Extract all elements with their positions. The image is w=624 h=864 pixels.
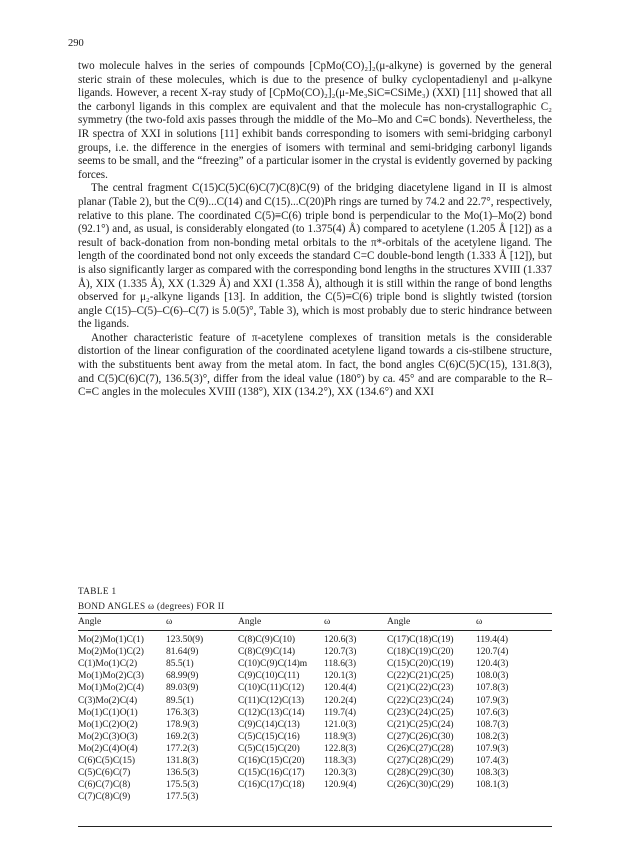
omega-cell: 107.9(3) bbox=[476, 695, 509, 706]
omega-cell: 120.9(4) bbox=[324, 780, 357, 791]
omega-cell: 136.5(3) bbox=[166, 768, 199, 779]
omega-cell: 118.6(3) bbox=[324, 659, 357, 670]
angle-cell: C(27)C(28)C(29) bbox=[387, 756, 454, 767]
angle-cell: C(9)C(10)C(11) bbox=[238, 671, 300, 682]
table-row bbox=[78, 707, 552, 719]
omega-cell: 108.3(3) bbox=[476, 768, 509, 779]
angle-cell: C(6)C(7)C(8) bbox=[78, 780, 131, 791]
angle-cell: C(17)C(18)C(19) bbox=[387, 635, 454, 646]
omega-cell: 107.4(3) bbox=[476, 756, 509, 767]
angle-cell: Mo(2)Mo(1)C(2) bbox=[78, 647, 144, 658]
angle-cell: C(21)C(25)C(24) bbox=[387, 719, 454, 730]
column-header: ω bbox=[476, 617, 483, 627]
omega-cell: 107.6(3) bbox=[476, 707, 509, 718]
table-row bbox=[78, 779, 552, 791]
angle-cell: C(7)C(8)C(9) bbox=[78, 792, 131, 803]
table-row bbox=[78, 755, 552, 767]
table-row bbox=[78, 646, 552, 658]
table-row bbox=[78, 631, 552, 647]
angle-cell: C(8)C(9)C(14) bbox=[238, 647, 295, 658]
angle-cell: C(16)C(17)C(18) bbox=[238, 780, 305, 791]
page-number: 290 bbox=[68, 38, 84, 49]
angle-cell: Mo(1)Mo(2)C(3) bbox=[78, 671, 144, 682]
omega-cell: 177.5(3) bbox=[166, 792, 199, 803]
angle-cell: Mo(1)Mo(2)C(4) bbox=[78, 683, 144, 694]
angle-cell: C(1)Mo(1)C(2) bbox=[78, 659, 138, 670]
angle-cell: C(6)C(5)C(15) bbox=[78, 756, 135, 767]
angle-cell bbox=[387, 791, 476, 803]
angle-cell: C(10)C(11)C(12) bbox=[238, 683, 305, 694]
omega-cell: 120.1(3) bbox=[324, 671, 357, 682]
paragraph-3: Another characteristic feature of π-acetylene complexes of transition metals is the considerable distortion of the linear configuration of the coordinated acetylene ligand towards a cis-stilbene structure, with the substituents bent away from the metal atom. In fact, the bond angles C(6)C(5)C(15), 131.8(3), and C(5)C(6)C(7), 136.5(3)°, differ from the ideal value (180°) by ca. 45° and are comparable to the R–C≡C angles in the molecules XVIII (138°), XIX (134.2°), XX (134.6°) and XXI bbox=[78, 331, 552, 399]
table-body bbox=[78, 631, 552, 804]
angle-cell: C(11)C(12)C(13) bbox=[238, 695, 305, 706]
omega-cell: 120.6(3) bbox=[324, 635, 357, 646]
omega-cell: 123.50(9) bbox=[166, 635, 204, 646]
omega-cell: 107.9(3) bbox=[476, 743, 509, 754]
bond-angles-table bbox=[78, 613, 552, 803]
omega-cell: 119.7(4) bbox=[324, 707, 357, 718]
column-header: Angle bbox=[387, 617, 411, 627]
angle-cell: C(5)C(15)C(16) bbox=[238, 731, 300, 742]
omega-cell: 89.03(9) bbox=[166, 683, 199, 694]
column-header: Angle bbox=[238, 617, 262, 627]
omega-cell bbox=[476, 791, 552, 803]
angle-cell: C(9)C(14)C(13) bbox=[238, 719, 300, 730]
angle-cell: C(3)Mo(2)C(4) bbox=[78, 695, 138, 706]
omega-cell: 178.9(3) bbox=[166, 719, 199, 730]
angle-cell: C(5)C(15)C(20) bbox=[238, 743, 300, 754]
body-text bbox=[78, 60, 552, 400]
angle-cell: Mo(1)C(2)O(2) bbox=[78, 719, 138, 730]
omega-cell: 108.0(3) bbox=[476, 671, 509, 682]
column-header: ω bbox=[324, 617, 331, 627]
angle-cell: C(18)C(19)C(20) bbox=[387, 647, 454, 658]
angle-cell: C(28)C(29)C(30) bbox=[387, 768, 454, 779]
table-row bbox=[78, 791, 552, 803]
omega-cell: 68.99(9) bbox=[166, 671, 199, 682]
omega-cell: 120.4(4) bbox=[324, 683, 357, 694]
paragraph-2: The central fragment C(15)C(5)C(6)C(7)C(8)C(9) of the bridging diacetylene ligand in II is almost planar (Table 2), but the C(9)...C(14) and C(15)...C(20)Ph rings are turned by 74.2 and 22.7°, respectively, relative to this plane. The coordinated C(5)≡C(6) triple bond is perpendicular to the Mo(1)–Mo(2) bond (92.1°) and, as usual, is considerably elongated (to 1.375(4) Å) compared to acetylene (1.205 Å [12]) as a result of back-donation from non-bonding metal orbitals to the π*-orbitals of the acetylene ligand. The length of the coordinated bond not only exceeds the standard C=C double-bond length (1.333 Å [12]), but is also significantly larger as compared with the corresponding bond lengths in the structures XVIII (1.337 Å), XIX (1.335 Å), XX (1.329 Å) and XXI (1.358 Å), although it is still within the range of bond lengths observed for μ₂-alkyne ligands [13]. In addition, the C(5)≡C(6) triple bond is slightly twisted (torsion angle C(15)–C(5)–C(6)–C(7) is 5.0(5)°, Table 3), which is most probably due to steric hindrance between the ligands. bbox=[78, 182, 552, 331]
omega-cell: 85.5(1) bbox=[166, 659, 194, 670]
angle-cell: C(15)C(16)C(17) bbox=[238, 768, 305, 779]
omega-cell: 89.5(1) bbox=[166, 695, 194, 706]
table-bottom-rule bbox=[78, 826, 552, 827]
angle-cell: Mo(1)C(1)O(1) bbox=[78, 707, 138, 718]
angle-cell: Mo(2)C(4)O(4) bbox=[78, 743, 138, 754]
omega-cell: 108.7(3) bbox=[476, 719, 509, 730]
omega-cell: 118.9(3) bbox=[324, 731, 357, 742]
omega-cell: 108.2(3) bbox=[476, 731, 509, 742]
angle-cell: C(26)C(27)C(28) bbox=[387, 743, 454, 754]
angle-cell: C(26)C(30)C(29) bbox=[387, 780, 454, 791]
omega-cell: 176.3(3) bbox=[166, 707, 199, 718]
omega-cell: 120.4(3) bbox=[476, 659, 509, 670]
angle-cell: C(16)C(15)C(20) bbox=[238, 756, 305, 767]
column-header: Angle bbox=[78, 617, 102, 627]
table-caption: BOND ANGLES ω (degrees) FOR II bbox=[78, 601, 225, 611]
angle-cell: C(8)C(9)C(10) bbox=[238, 635, 295, 646]
omega-cell bbox=[324, 791, 387, 803]
omega-cell: 120.7(3) bbox=[324, 647, 357, 658]
table-row bbox=[78, 682, 552, 694]
omega-cell: 175.5(3) bbox=[166, 780, 199, 791]
table-row bbox=[78, 767, 552, 779]
table-title: TABLE 1 bbox=[78, 586, 117, 596]
table-row bbox=[78, 658, 552, 670]
angle-cell bbox=[238, 791, 324, 803]
angle-cell: C(15)C(20)C(19) bbox=[387, 659, 454, 670]
omega-cell: 107.8(3) bbox=[476, 683, 509, 694]
angle-cell: C(10)C(9)C(14)m bbox=[238, 659, 308, 670]
angle-cell: C(5)C(6)C(7) bbox=[78, 768, 131, 779]
table-header-row bbox=[78, 614, 552, 631]
omega-cell: 81.64(9) bbox=[166, 647, 199, 658]
angle-cell: C(22)C(23)C(24) bbox=[387, 695, 454, 706]
omega-cell: 131.8(3) bbox=[166, 756, 199, 767]
omega-cell: 122.8(3) bbox=[324, 743, 357, 754]
angle-cell: C(23)C(24)C(25) bbox=[387, 707, 454, 718]
angle-cell: C(21)C(22)C(23) bbox=[387, 683, 454, 694]
omega-cell: 177.2(3) bbox=[166, 743, 199, 754]
paragraph-1: two molecule halves in the series of compounds [CpMo(CO)₂]₂(μ-alkyne) is governed by the general steric strain of these molecules, which is due to the presence of bulky cyclopentadienyl and μ-alkyne ligands. However, a recent X-ray study of [CpMo(CO)₂]₂(μ-Me₃SiC≡CSiMe₃) (XXI) [11] showed that all the carbonyl ligands in this complex are equivalent and that the molecule has non-crystallographic C₂ symmetry (the two-fold axis passes through the middle of the Mo–Mo and C≡C bonds). Nevertheless, the IR spectra of XXI in solutions [11] exhibit bands corresponding to isomers with semi-bridging carbonyl groups, i.e. the difference in the energies of isomers with terminal and semi-bridging carbonyl ligands seems to be small, and the “freezing” of a particular isomer in the crystal is evidently governed by packing forces. bbox=[78, 60, 552, 181]
omega-cell: 118.3(3) bbox=[324, 756, 357, 767]
column-header: ω bbox=[166, 617, 173, 627]
angle-cell: C(22)C(21)C(25) bbox=[387, 671, 454, 682]
table-row bbox=[78, 670, 552, 682]
omega-cell: 121.0(3) bbox=[324, 719, 357, 730]
omega-cell: 120.7(4) bbox=[476, 647, 509, 658]
angle-cell: Mo(2)C(3)O(3) bbox=[78, 731, 138, 742]
omega-cell: 120.3(3) bbox=[324, 768, 357, 779]
omega-cell: 108.1(3) bbox=[476, 780, 509, 791]
omega-cell: 120.2(4) bbox=[324, 695, 357, 706]
table-row bbox=[78, 731, 552, 743]
angle-cell: Mo(2)Mo(1)C(1) bbox=[78, 635, 144, 646]
omega-cell: 169.2(3) bbox=[166, 731, 199, 742]
table-row bbox=[78, 743, 552, 755]
table-row bbox=[78, 719, 552, 731]
omega-cell: 119.4(4) bbox=[476, 635, 509, 646]
table-row bbox=[78, 695, 552, 707]
angle-cell: C(12)C(13)C(14) bbox=[238, 707, 305, 718]
angle-cell: C(27)C(26)C(30) bbox=[387, 731, 454, 742]
